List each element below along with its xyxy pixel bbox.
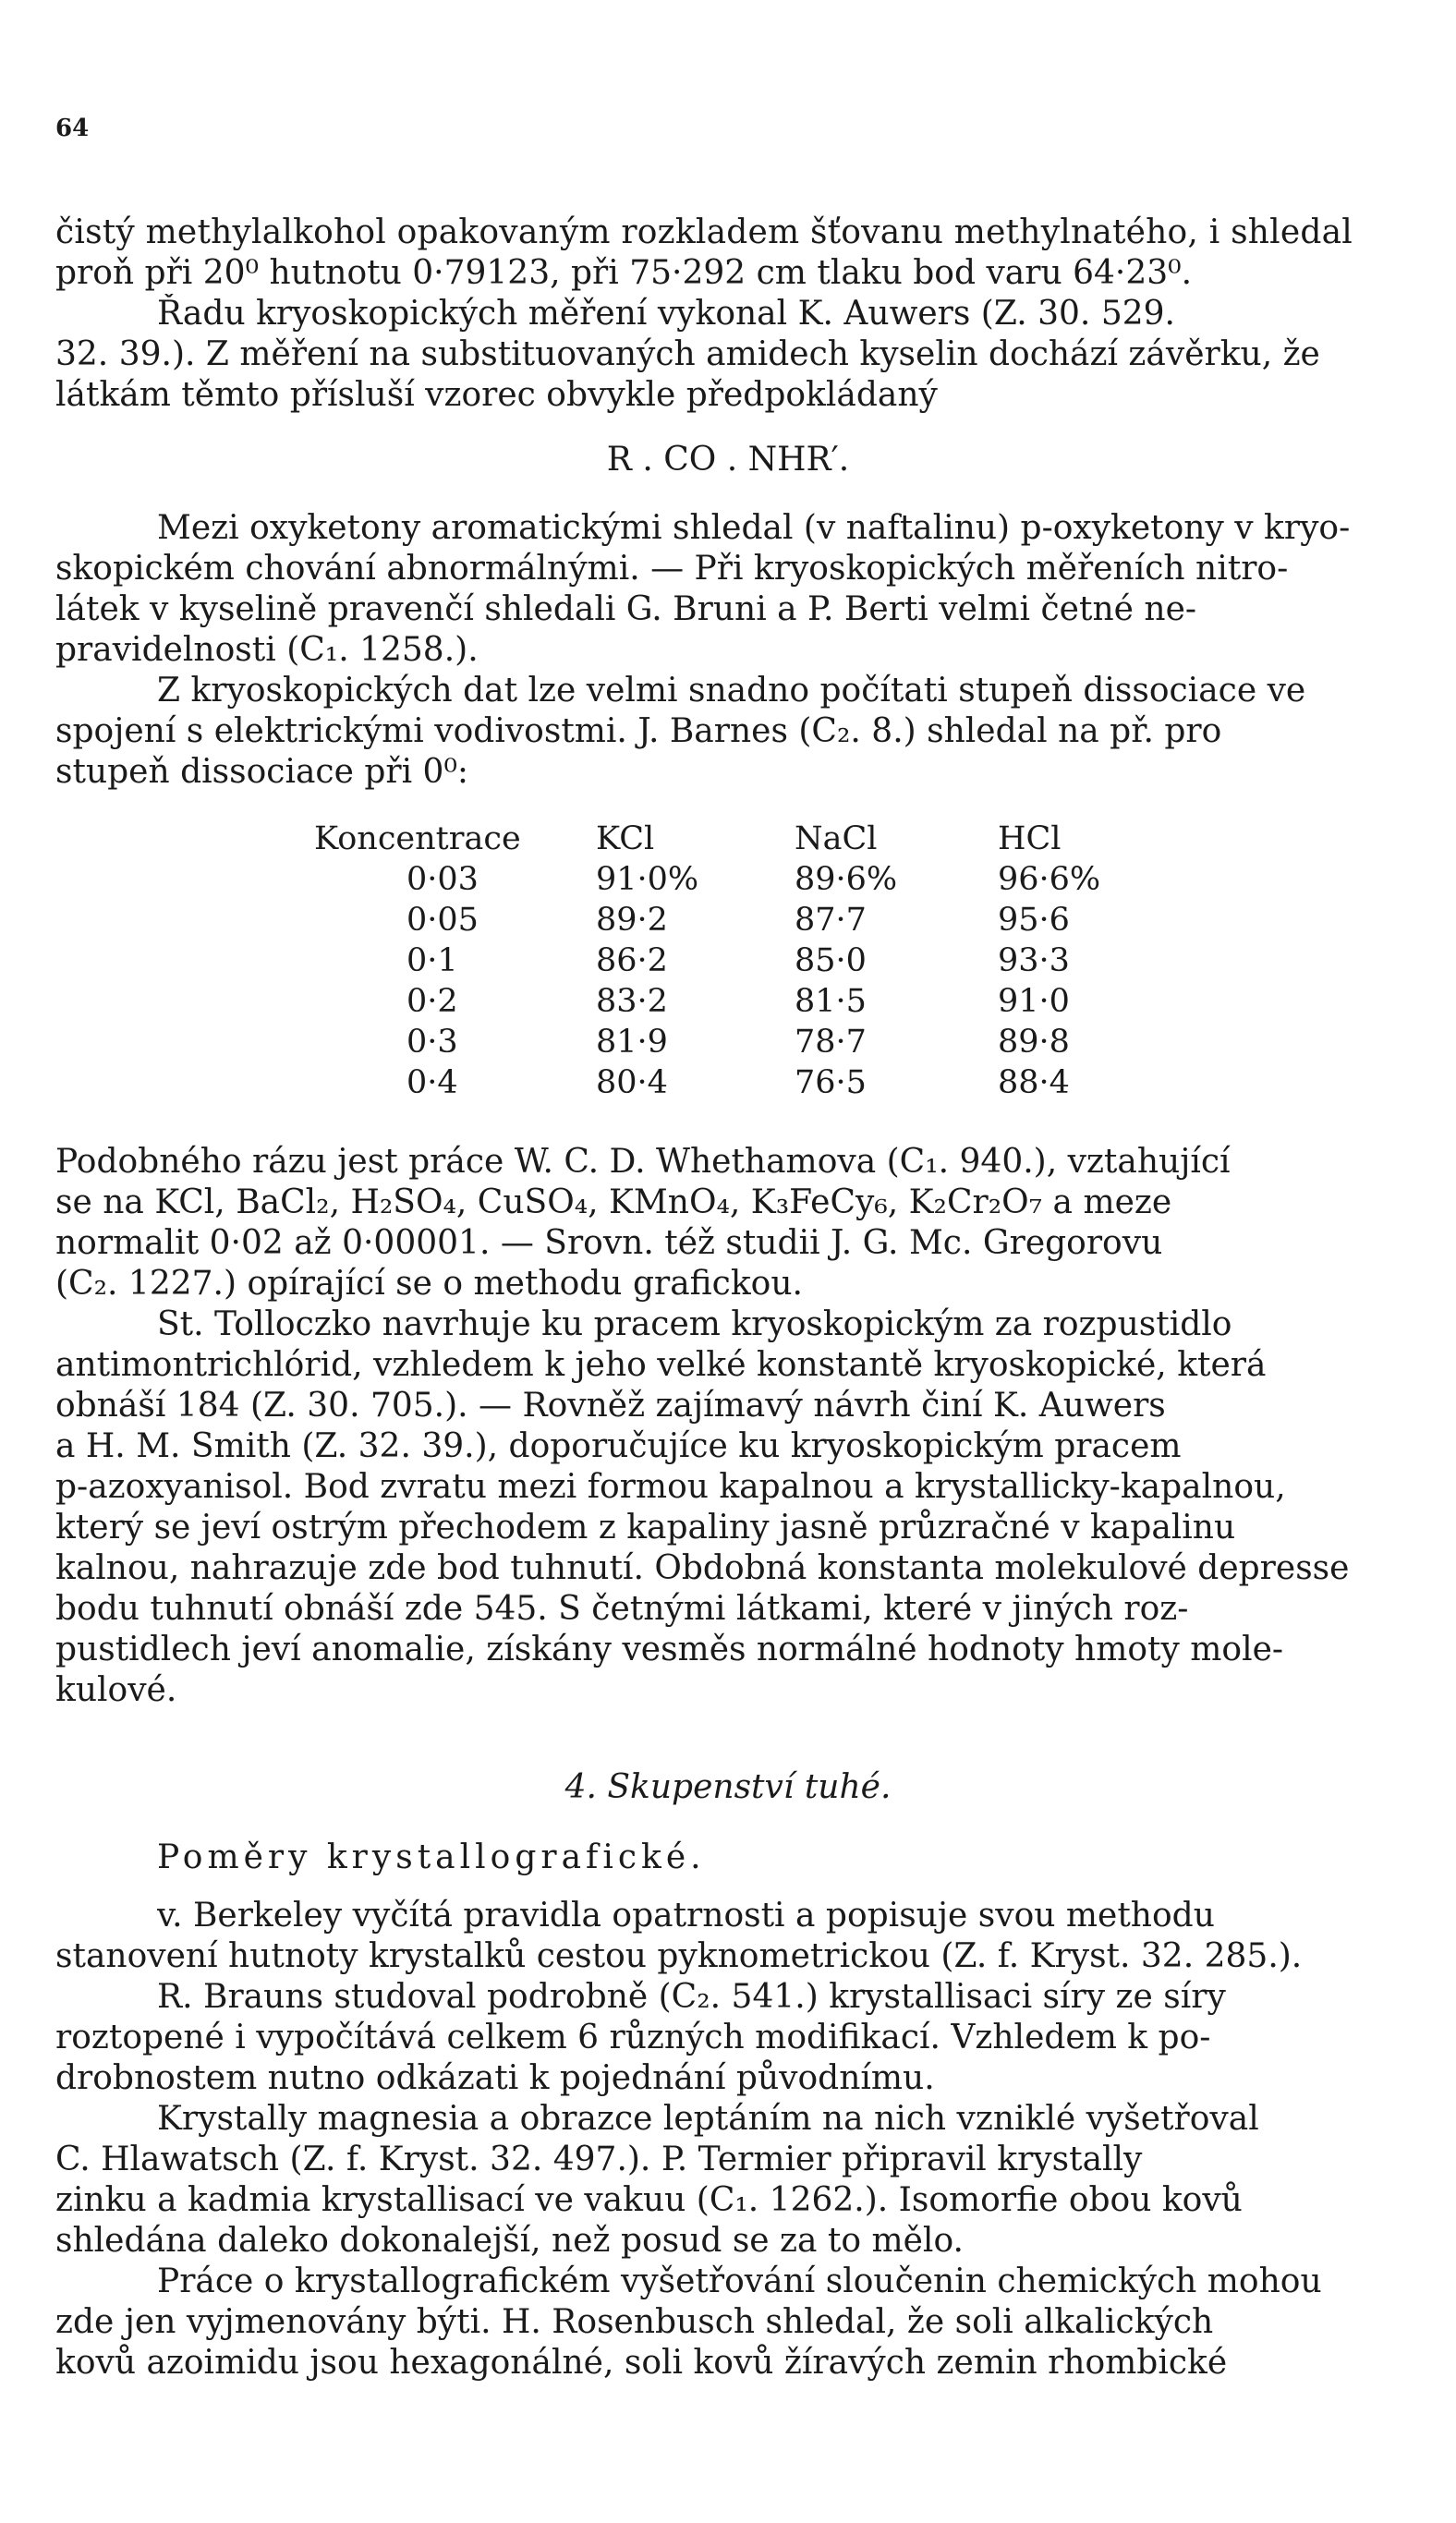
table-cell: 88·4 <box>998 1064 1070 1101</box>
text-line: pustidlech jeví anomalie, získány vesměs normálné hodnoty hmoty mole- <box>55 1631 1284 1668</box>
text-line: Práce o krystallografickém vyšetřování sloučenin chemických mohou <box>157 2262 1322 2300</box>
text-line: pravidelnosti (C₁. 1258.). <box>55 631 479 669</box>
table-cell: 86·2 <box>596 942 668 979</box>
text-line: normalit 0·02 až 0·00001. — Srovn. též studii J. G. Mc. Gregorovu <box>55 1224 1163 1262</box>
table-cell: 0·05 <box>406 902 479 939</box>
table-cell: 0·3 <box>406 1024 458 1061</box>
text-line: Z kryoskopických dat lze velmi snadno počítati stupeň dissociace ve <box>157 672 1306 710</box>
page-number: 64 <box>55 115 90 142</box>
text-line: proň při 20⁰ hutnotu 0·79123, při 75·292 cm tlaku bod varu 64·23⁰. <box>55 254 1193 292</box>
table-cell: 83·2 <box>596 983 668 1020</box>
table-cell: 89·8 <box>998 1024 1070 1061</box>
table-header: NaCl <box>795 820 878 857</box>
table-header: KCl <box>596 820 655 857</box>
text-line: Řadu kryoskopických měření vykonal K. Auwers (Z. 30. 529. <box>157 295 1175 333</box>
text-line: a H. M. Smith (Z. 32. 39.), doporučujíce ku kryoskopickým pracem <box>55 1427 1182 1465</box>
table-cell: 78·7 <box>795 1024 867 1061</box>
section-heading: 4. Skupenství tuhé. <box>564 1768 892 1806</box>
table-cell: 81·5 <box>795 983 867 1020</box>
text-line: stanovení hutnoty krystalků cestou pyknometrickou (Z. f. Kryst. 32. 285.). <box>55 1937 1303 1975</box>
text-line: roztopené i vypočítává celkem 6 různých modifikací. Vzhledem k po- <box>55 2019 1211 2056</box>
text-line: Mezi oxyketony aromatickými shledal (v naftalinu) p-oxyketony v kryo- <box>157 509 1351 547</box>
table-cell: 85·0 <box>795 942 867 979</box>
text-line: Podobného rázu jest práce W. C. D. Whethamova (C₁. 940.), vztahující <box>55 1143 1231 1181</box>
text-line: drobnostem nutno odkázati k pojednání původnímu. <box>55 2059 935 2097</box>
text-line: (C₂. 1227.) opírající se o methodu grafickou. <box>55 1265 803 1303</box>
text-line: p-azoxyanisol. Bod zvratu mezi formou kapalnou a krystallicky-kapalnou, <box>55 1468 1286 1506</box>
text-line: bodu tuhnutí obnáší zde 545. S četnými látkami, které v jiných roz- <box>55 1590 1189 1628</box>
table-cell: 87·7 <box>795 902 867 939</box>
text-line: spojení s elektrickými vodivostmi. J. Barnes (C₂. 8.) shledal na př. pro <box>55 712 1222 750</box>
text-line: shledána daleko dokonalejší, než posud se za to mělo. <box>55 2222 964 2260</box>
text-line: kalnou, nahrazuje zde bod tuhnutí. Obdobná konstanta molekulové depresse <box>55 1549 1350 1587</box>
formula: R . CO . NHR′. <box>606 441 850 479</box>
text-line: látkám těmto přísluší vzorec obvykle předpokládaný <box>55 376 938 414</box>
table-cell: 0·2 <box>406 983 458 1020</box>
text-line: kulové. <box>55 1671 177 1709</box>
text-line: 32. 39.). Z měření na substituovaných amidech kyselin dochází závěrku, že <box>55 335 1320 373</box>
text-line: antimontrichlórid, vzhledem k jeho velké konstantě kryoskopické, která <box>55 1346 1267 1384</box>
text-line: zinku a kadmia krystallisací ve vakuu (C₁. 1262.). Isomorfie obou kovů <box>55 2181 1243 2219</box>
text-line: kovů azoimidu jsou hexagonálné, soli kovů žíravých zemin rhombické <box>55 2344 1228 2382</box>
table-cell: 0·1 <box>406 942 458 979</box>
text-line: C. Hlawatsch (Z. f. Kryst. 32. 497.). P. Termier připravil krystally <box>55 2141 1143 2178</box>
table-cell: 89·2 <box>596 902 668 939</box>
table-cell: 89·6% <box>795 861 898 898</box>
table-cell: 95·6 <box>998 902 1070 939</box>
text-line: stupeň dissociace při 0⁰: <box>55 753 469 791</box>
subheading: Poměry krystallografické. <box>157 1838 706 1876</box>
table-cell: 80·4 <box>596 1064 668 1101</box>
text-line: R. Brauns studoval podrobně (C₂. 541.) krystallisaci síry ze síry <box>157 1978 1226 2016</box>
text-line: v. Berkeley vyčítá pravidla opatrnosti a popisuje svou methodu <box>157 1897 1215 1935</box>
table-cell: 96·6% <box>998 861 1101 898</box>
table-cell: 91·0% <box>596 861 699 898</box>
table-cell: 91·0 <box>998 983 1070 1020</box>
table-cell: 0·4 <box>406 1064 458 1101</box>
table-header: HCl <box>998 820 1062 857</box>
text-line: St. Tolloczko navrhuje ku pracem kryoskopickým za rozpustidlo <box>157 1305 1232 1343</box>
text-line: látek v kyselině pravenčí shledali G. Bruni a P. Berti velmi četné ne- <box>55 590 1197 628</box>
text-line: čistý methylalkohol opakovaným rozkladem šťovanu methylnatého, i shledal <box>55 213 1353 251</box>
text-line: skopickém chování abnormálnými. — Při kryoskopických měřeních nitro- <box>55 550 1289 588</box>
table-cell: 76·5 <box>795 1064 867 1101</box>
table-cell: 93·3 <box>998 942 1070 979</box>
table-cell: 81·9 <box>596 1024 668 1061</box>
text-line: Krystally magnesia a obrazce leptáním na nich vzniklé vyšetřoval <box>157 2100 1259 2138</box>
text-line: zde jen vyjmenovány býti. H. Rosenbusch shledal, že soli alkalických <box>55 2303 1214 2341</box>
text-line: se na KCl, BaCl₂, H₂SO₄, CuSO₄, KMnO₄, K₃FeCy₆, K₂Cr₂O₇ a meze <box>55 1183 1172 1221</box>
text-line: který se jeví ostrým přechodem z kapaliny jasně průzračné v kapalinu <box>55 1509 1236 1547</box>
text-line: obnáší 184 (Z. 30. 705.). — Rovněž zajímavý návrh činí K. Auwers <box>55 1387 1166 1425</box>
table-header: Koncentrace <box>314 820 521 857</box>
table-cell: 0·03 <box>406 861 479 898</box>
